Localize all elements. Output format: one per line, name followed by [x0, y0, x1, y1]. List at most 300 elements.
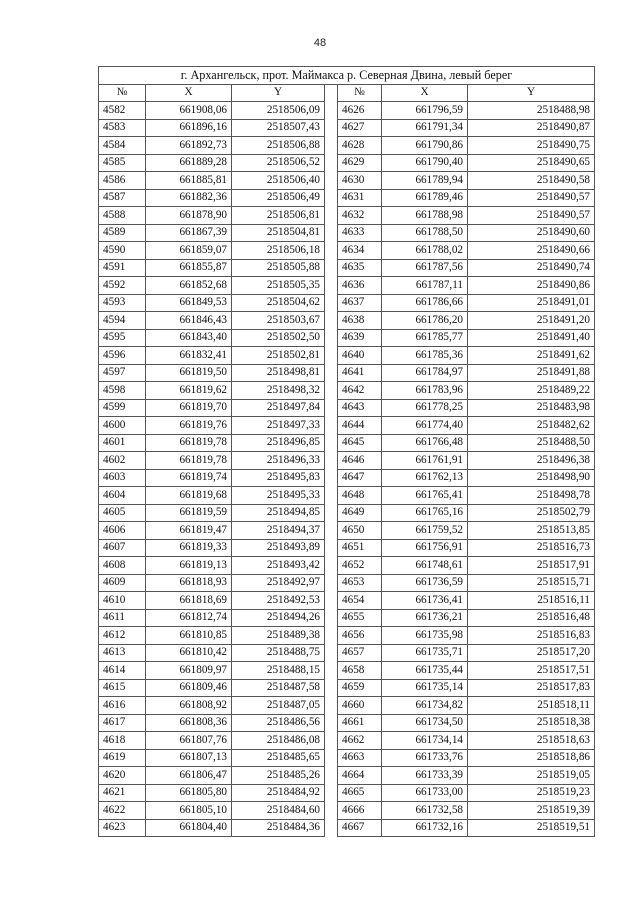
- right-cell-x: 661790,40: [382, 154, 468, 172]
- left-cell-y: 2518496,33: [232, 452, 325, 470]
- left-cell-number: 4592: [99, 277, 146, 295]
- column-gap: [325, 399, 338, 417]
- right-header-y: Y: [468, 84, 595, 102]
- right-cell-x: 661791,34: [382, 119, 468, 137]
- right-cell-x: 661786,66: [382, 294, 468, 312]
- left-cell-number: 4602: [99, 452, 146, 470]
- right-cell-number: 4663: [338, 749, 382, 767]
- column-gap: [325, 259, 338, 277]
- right-cell-x: 661785,77: [382, 329, 468, 347]
- left-cell-x: 661819,78: [146, 452, 232, 470]
- right-cell-y: 2518515,71: [468, 574, 595, 592]
- right-cell-number: 4651: [338, 539, 382, 557]
- table-row: [99, 207, 595, 225]
- column-gap: [325, 312, 338, 330]
- table-row: [99, 504, 595, 522]
- left-cell-x: 661806,47: [146, 767, 232, 785]
- table-body: [99, 102, 595, 837]
- right-cell-y: 2518517,83: [468, 679, 595, 697]
- left-cell-x: 661807,76: [146, 732, 232, 750]
- left-cell-y: 2518506,81: [232, 207, 325, 225]
- column-gap: [325, 644, 338, 662]
- right-cell-x: 661733,39: [382, 767, 468, 785]
- right-cell-y: 2518518,63: [468, 732, 595, 750]
- right-cell-y: 2518496,38: [468, 452, 595, 470]
- left-cell-y: 2518506,40: [232, 172, 325, 190]
- right-cell-x: 661784,97: [382, 364, 468, 382]
- column-gap: [325, 767, 338, 785]
- left-cell-number: 4617: [99, 714, 146, 732]
- table-row: [99, 609, 595, 627]
- left-cell-y: 2518502,81: [232, 347, 325, 365]
- left-cell-number: 4587: [99, 189, 146, 207]
- left-cell-y: 2518495,33: [232, 487, 325, 505]
- right-cell-number: 4661: [338, 714, 382, 732]
- column-gap: [325, 84, 338, 102]
- right-cell-y: 2518498,90: [468, 469, 595, 487]
- left-cell-y: 2518504,81: [232, 224, 325, 242]
- right-cell-y: 2518519,51: [468, 819, 595, 837]
- right-cell-y: 2518491,20: [468, 312, 595, 330]
- right-cell-number: 4667: [338, 819, 382, 837]
- right-cell-number: 4646: [338, 452, 382, 470]
- left-cell-x: 661810,85: [146, 627, 232, 645]
- left-cell-number: 4593: [99, 294, 146, 312]
- right-cell-number: 4640: [338, 347, 382, 365]
- right-cell-y: 2518490,58: [468, 172, 595, 190]
- left-cell-number: 4589: [99, 224, 146, 242]
- right-cell-number: 4650: [338, 522, 382, 540]
- right-cell-x: 661783,96: [382, 382, 468, 400]
- column-gap: [325, 522, 338, 540]
- left-cell-number: 4623: [99, 819, 146, 837]
- right-cell-y: 2518519,05: [468, 767, 595, 785]
- right-cell-number: 4649: [338, 504, 382, 522]
- left-cell-y: 2518492,97: [232, 574, 325, 592]
- table-row: [99, 399, 595, 417]
- left-cell-x: 661819,50: [146, 364, 232, 382]
- table-row: [99, 469, 595, 487]
- column-gap: [325, 294, 338, 312]
- right-cell-y: 2518519,39: [468, 802, 595, 820]
- left-cell-x: 661819,74: [146, 469, 232, 487]
- right-cell-x: 661735,44: [382, 662, 468, 680]
- right-cell-number: 4632: [338, 207, 382, 225]
- right-cell-y: 2518490,87: [468, 119, 595, 137]
- left-cell-y: 2518504,62: [232, 294, 325, 312]
- left-cell-number: 4582: [99, 102, 146, 120]
- left-cell-x: 661867,39: [146, 224, 232, 242]
- column-gap: [325, 329, 338, 347]
- right-cell-number: 4660: [338, 697, 382, 715]
- left-cell-y: 2518506,18: [232, 242, 325, 260]
- table-row: [99, 347, 595, 365]
- coordinates-table: [98, 66, 595, 837]
- table-title-row: [99, 67, 595, 85]
- left-cell-x: 661852,68: [146, 277, 232, 295]
- page-number: 48: [313, 37, 327, 49]
- right-cell-number: 4641: [338, 364, 382, 382]
- right-cell-number: 4633: [338, 224, 382, 242]
- left-cell-x: 661849,53: [146, 294, 232, 312]
- column-gap: [325, 662, 338, 680]
- right-cell-x: 661762,13: [382, 469, 468, 487]
- right-cell-x: 661788,50: [382, 224, 468, 242]
- table-row: [99, 329, 595, 347]
- left-cell-y: 2518503,67: [232, 312, 325, 330]
- table-row: [99, 434, 595, 452]
- right-cell-number: 4630: [338, 172, 382, 190]
- left-cell-x: 661818,69: [146, 592, 232, 610]
- right-cell-x: 661788,98: [382, 207, 468, 225]
- right-cell-x: 661765,41: [382, 487, 468, 505]
- right-cell-y: 2518516,73: [468, 539, 595, 557]
- left-cell-x: 661896,16: [146, 119, 232, 137]
- left-cell-number: 4583: [99, 119, 146, 137]
- right-cell-number: 4652: [338, 557, 382, 575]
- right-cell-number: 4658: [338, 662, 382, 680]
- left-cell-x: 661804,40: [146, 819, 232, 837]
- right-cell-y: 2518517,91: [468, 557, 595, 575]
- left-cell-x: 661819,68: [146, 487, 232, 505]
- right-cell-x: 661748,61: [382, 557, 468, 575]
- column-gap: [325, 277, 338, 295]
- right-cell-x: 661789,94: [382, 172, 468, 190]
- left-cell-number: 4616: [99, 697, 146, 715]
- left-cell-number: 4615: [99, 679, 146, 697]
- right-cell-y: 2518513,85: [468, 522, 595, 540]
- right-cell-y: 2518490,66: [468, 242, 595, 260]
- column-gap: [325, 609, 338, 627]
- left-cell-y: 2518496,85: [232, 434, 325, 452]
- column-gap: [325, 539, 338, 557]
- right-cell-y: 2518491,62: [468, 347, 595, 365]
- column-gap: [325, 347, 338, 365]
- left-cell-y: 2518487,58: [232, 679, 325, 697]
- left-cell-x: 661812,74: [146, 609, 232, 627]
- right-cell-x: 661736,41: [382, 592, 468, 610]
- left-cell-number: 4609: [99, 574, 146, 592]
- left-cell-number: 4620: [99, 767, 146, 785]
- right-cell-x: 661735,98: [382, 627, 468, 645]
- left-header-number: №: [99, 84, 146, 102]
- right-cell-number: 4659: [338, 679, 382, 697]
- left-cell-x: 661878,90: [146, 207, 232, 225]
- right-cell-number: 4627: [338, 119, 382, 137]
- table-row: [99, 259, 595, 277]
- left-cell-number: 4604: [99, 487, 146, 505]
- table-row: [99, 767, 595, 785]
- left-cell-y: 2518484,36: [232, 819, 325, 837]
- right-cell-x: 661759,52: [382, 522, 468, 540]
- column-gap: [325, 242, 338, 260]
- table-row: [99, 539, 595, 557]
- right-cell-number: 4634: [338, 242, 382, 260]
- right-cell-number: 4638: [338, 312, 382, 330]
- left-cell-x: 661807,13: [146, 749, 232, 767]
- left-cell-number: 4622: [99, 802, 146, 820]
- right-cell-number: 4626: [338, 102, 382, 120]
- right-cell-number: 4631: [338, 189, 382, 207]
- left-cell-y: 2518493,42: [232, 557, 325, 575]
- left-cell-x: 661809,97: [146, 662, 232, 680]
- left-cell-y: 2518505,88: [232, 259, 325, 277]
- left-cell-x: 661819,13: [146, 557, 232, 575]
- table-row: [99, 749, 595, 767]
- column-gap: [325, 697, 338, 715]
- right-cell-x: 661796,59: [382, 102, 468, 120]
- column-gap: [325, 207, 338, 225]
- right-cell-y: 2518490,57: [468, 207, 595, 225]
- right-cell-number: 4655: [338, 609, 382, 627]
- left-cell-y: 2518497,84: [232, 399, 325, 417]
- left-cell-y: 2518486,08: [232, 732, 325, 750]
- right-cell-x: 661787,56: [382, 259, 468, 277]
- table-row: [99, 452, 595, 470]
- right-cell-y: 2518498,78: [468, 487, 595, 505]
- right-cell-x: 661789,46: [382, 189, 468, 207]
- left-cell-number: 4619: [99, 749, 146, 767]
- right-cell-y: 2518490,74: [468, 259, 595, 277]
- table-row: [99, 592, 595, 610]
- left-cell-number: 4608: [99, 557, 146, 575]
- column-gap: [325, 819, 338, 837]
- left-cell-x: 661808,36: [146, 714, 232, 732]
- left-cell-x: 661885,81: [146, 172, 232, 190]
- left-cell-y: 2518489,38: [232, 627, 325, 645]
- right-cell-x: 661785,36: [382, 347, 468, 365]
- left-cell-y: 2518506,09: [232, 102, 325, 120]
- left-cell-number: 4594: [99, 312, 146, 330]
- table-row: [99, 242, 595, 260]
- left-cell-number: 4611: [99, 609, 146, 627]
- right-cell-x: 661761,91: [382, 452, 468, 470]
- right-cell-x: 661735,71: [382, 644, 468, 662]
- right-cell-x: 661778,25: [382, 399, 468, 417]
- left-cell-y: 2518494,85: [232, 504, 325, 522]
- left-cell-number: 4595: [99, 329, 146, 347]
- left-cell-number: 4603: [99, 469, 146, 487]
- left-cell-x: 661819,59: [146, 504, 232, 522]
- table-title: г. Архангельск, прот. Маймакса р. Северная Двина, левый берег: [99, 67, 595, 85]
- right-cell-y: 2518488,98: [468, 102, 595, 120]
- left-cell-x: 661810,42: [146, 644, 232, 662]
- left-cell-x: 661808,92: [146, 697, 232, 715]
- left-cell-x: 661855,87: [146, 259, 232, 277]
- right-cell-number: 4666: [338, 802, 382, 820]
- right-cell-y: 2518491,01: [468, 294, 595, 312]
- left-cell-number: 4618: [99, 732, 146, 750]
- table-row: [99, 662, 595, 680]
- column-gap: [325, 557, 338, 575]
- table-row: [99, 364, 595, 382]
- left-cell-x: 661859,07: [146, 242, 232, 260]
- left-cell-x: 661805,80: [146, 784, 232, 802]
- table-row: [99, 819, 595, 837]
- table-header-row: [99, 84, 595, 102]
- table-row: [99, 102, 595, 120]
- left-cell-x: 661819,62: [146, 382, 232, 400]
- right-cell-x: 661787,11: [382, 277, 468, 295]
- left-cell-number: 4613: [99, 644, 146, 662]
- column-gap: [325, 154, 338, 172]
- right-cell-y: 2518491,40: [468, 329, 595, 347]
- table-row: [99, 574, 595, 592]
- column-gap: [325, 732, 338, 750]
- left-cell-y: 2518485,26: [232, 767, 325, 785]
- right-cell-number: 4629: [338, 154, 382, 172]
- right-cell-y: 2518516,11: [468, 592, 595, 610]
- table-row: [99, 154, 595, 172]
- column-gap: [325, 487, 338, 505]
- left-cell-x: 661832,41: [146, 347, 232, 365]
- left-cell-y: 2518505,35: [232, 277, 325, 295]
- right-cell-number: 4662: [338, 732, 382, 750]
- left-cell-number: 4605: [99, 504, 146, 522]
- right-cell-number: 4635: [338, 259, 382, 277]
- table-row: [99, 277, 595, 295]
- right-cell-x: 661786,20: [382, 312, 468, 330]
- left-cell-number: 4584: [99, 137, 146, 155]
- left-cell-number: 4601: [99, 434, 146, 452]
- table-row: [99, 312, 595, 330]
- left-cell-y: 2518486,56: [232, 714, 325, 732]
- right-cell-x: 661756,91: [382, 539, 468, 557]
- column-gap: [325, 417, 338, 435]
- right-cell-y: 2518517,20: [468, 644, 595, 662]
- right-cell-x: 661732,58: [382, 802, 468, 820]
- left-cell-number: 4596: [99, 347, 146, 365]
- right-cell-x: 661734,82: [382, 697, 468, 715]
- table-row: [99, 382, 595, 400]
- left-cell-y: 2518498,81: [232, 364, 325, 382]
- table-row: [99, 294, 595, 312]
- right-cell-number: 4628: [338, 137, 382, 155]
- left-cell-y: 2518484,60: [232, 802, 325, 820]
- table-row: [99, 784, 595, 802]
- left-cell-y: 2518488,15: [232, 662, 325, 680]
- table-row: [99, 487, 595, 505]
- right-cell-y: 2518517,51: [468, 662, 595, 680]
- table-row: [99, 557, 595, 575]
- left-cell-number: 4614: [99, 662, 146, 680]
- right-cell-x: 661774,40: [382, 417, 468, 435]
- left-cell-x: 661819,78: [146, 434, 232, 452]
- column-gap: [325, 469, 338, 487]
- right-cell-y: 2518518,86: [468, 749, 595, 767]
- right-cell-number: 4653: [338, 574, 382, 592]
- left-cell-y: 2518494,37: [232, 522, 325, 540]
- left-cell-x: 661819,76: [146, 417, 232, 435]
- column-gap: [325, 189, 338, 207]
- table-row: [99, 679, 595, 697]
- right-cell-y: 2518490,86: [468, 277, 595, 295]
- right-cell-x: 661765,16: [382, 504, 468, 522]
- table-row: [99, 697, 595, 715]
- left-cell-y: 2518497,33: [232, 417, 325, 435]
- left-cell-y: 2518495,83: [232, 469, 325, 487]
- left-cell-x: 661819,70: [146, 399, 232, 417]
- left-cell-y: 2518502,50: [232, 329, 325, 347]
- column-gap: [325, 802, 338, 820]
- left-cell-number: 4598: [99, 382, 146, 400]
- column-gap: [325, 382, 338, 400]
- right-cell-y: 2518516,48: [468, 609, 595, 627]
- right-cell-y: 2518491,88: [468, 364, 595, 382]
- right-cell-number: 4657: [338, 644, 382, 662]
- table-row: [99, 172, 595, 190]
- table-row: [99, 417, 595, 435]
- left-cell-y: 2518485,65: [232, 749, 325, 767]
- column-gap: [325, 679, 338, 697]
- right-cell-y: 2518482,62: [468, 417, 595, 435]
- right-cell-number: 4665: [338, 784, 382, 802]
- column-gap: [325, 434, 338, 452]
- column-gap: [325, 592, 338, 610]
- right-cell-number: 4637: [338, 294, 382, 312]
- left-cell-x: 661818,93: [146, 574, 232, 592]
- left-cell-number: 4606: [99, 522, 146, 540]
- left-cell-x: 661892,73: [146, 137, 232, 155]
- column-gap: [325, 172, 338, 190]
- left-cell-y: 2518506,88: [232, 137, 325, 155]
- table-row: [99, 137, 595, 155]
- left-cell-x: 661846,43: [146, 312, 232, 330]
- right-cell-y: 2518490,65: [468, 154, 595, 172]
- right-header-x: X: [382, 84, 468, 102]
- left-cell-x: 661805,10: [146, 802, 232, 820]
- right-cell-x: 661733,00: [382, 784, 468, 802]
- table-row: [99, 714, 595, 732]
- column-gap: [325, 452, 338, 470]
- table-row: [99, 522, 595, 540]
- table-row: [99, 189, 595, 207]
- left-cell-y: 2518484,92: [232, 784, 325, 802]
- left-cell-number: 4591: [99, 259, 146, 277]
- left-cell-number: 4600: [99, 417, 146, 435]
- left-cell-x: 661889,28: [146, 154, 232, 172]
- right-cell-y: 2518490,60: [468, 224, 595, 242]
- column-gap: [325, 102, 338, 120]
- left-cell-number: 4597: [99, 364, 146, 382]
- column-gap: [325, 749, 338, 767]
- column-gap: [325, 574, 338, 592]
- right-cell-number: 4636: [338, 277, 382, 295]
- right-cell-x: 661766,48: [382, 434, 468, 452]
- right-cell-y: 2518483,98: [468, 399, 595, 417]
- right-cell-x: 661736,59: [382, 574, 468, 592]
- left-cell-y: 2518494,26: [232, 609, 325, 627]
- right-cell-number: 4647: [338, 469, 382, 487]
- right-cell-x: 661790,86: [382, 137, 468, 155]
- left-cell-number: 4586: [99, 172, 146, 190]
- right-cell-y: 2518516,83: [468, 627, 595, 645]
- right-cell-number: 4648: [338, 487, 382, 505]
- right-cell-x: 661732,16: [382, 819, 468, 837]
- left-cell-number: 4590: [99, 242, 146, 260]
- left-cell-x: 661819,47: [146, 522, 232, 540]
- left-cell-x: 661809,46: [146, 679, 232, 697]
- left-cell-y: 2518492,53: [232, 592, 325, 610]
- column-gap: [325, 137, 338, 155]
- right-cell-x: 661788,02: [382, 242, 468, 260]
- table-row: [99, 732, 595, 750]
- column-gap: [325, 784, 338, 802]
- left-cell-y: 2518493,89: [232, 539, 325, 557]
- left-cell-number: 4585: [99, 154, 146, 172]
- column-gap: [325, 627, 338, 645]
- column-gap: [325, 224, 338, 242]
